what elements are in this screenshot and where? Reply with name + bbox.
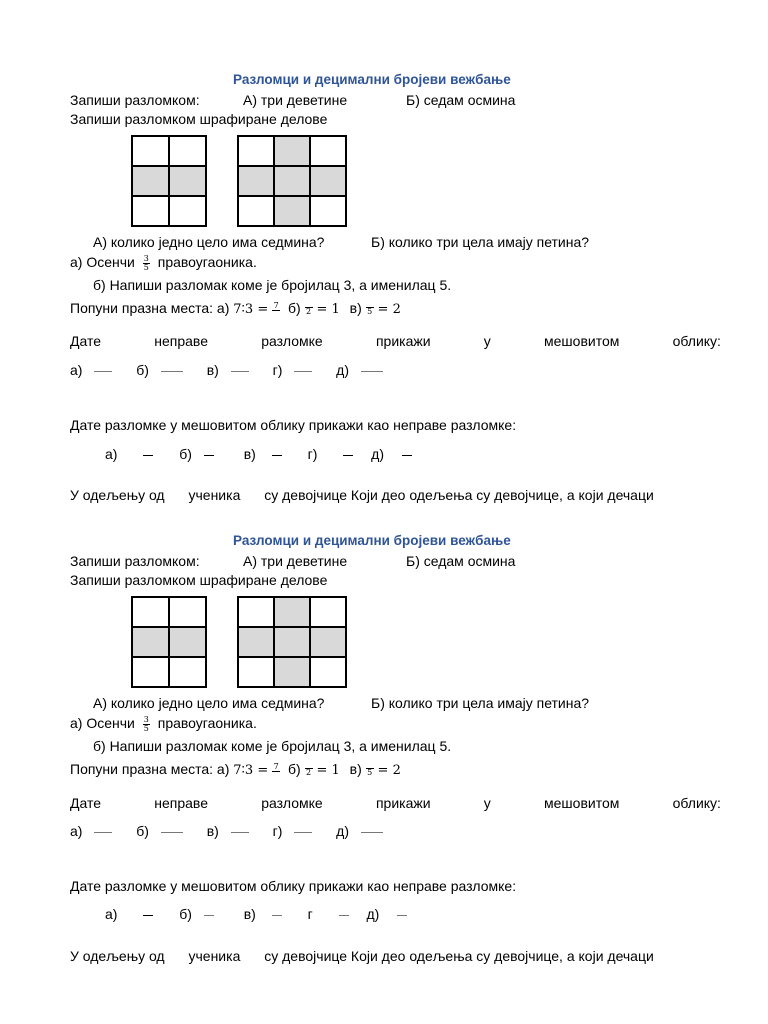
- grid-cell-shaded: [274, 196, 310, 226]
- blank-fraction-c: [366, 763, 374, 777]
- grid-2x3-figure: [131, 596, 207, 688]
- grid-cell-shaded: [310, 627, 346, 657]
- fraction-numerator: 7: [273, 301, 279, 311]
- item-b-seven-eighths: Б) седам осмина: [406, 553, 516, 569]
- grid-3x3-figure: [237, 596, 347, 688]
- answer-row-improper: [70, 362, 383, 378]
- fraction-three-fifths: [143, 716, 150, 733]
- fraction-denominator: 5: [367, 307, 373, 317]
- equation-c-label: в): [349, 300, 362, 316]
- fraction-bar: [204, 915, 214, 916]
- word: мешовитом: [544, 333, 620, 349]
- grid-cell: [169, 657, 206, 687]
- equation-c-rhs: = 2: [377, 763, 401, 778]
- fraction-bar: [339, 915, 349, 916]
- fraction-denominator: 5: [143, 723, 149, 733]
- shade-label: а) Осенчи: [70, 254, 135, 270]
- shade-rest: правоугаоника.: [157, 715, 257, 731]
- answer-label: в): [206, 823, 219, 839]
- grid-cell: [238, 196, 274, 226]
- improper-fractions-instruction: [70, 795, 721, 811]
- answer-label: г): [307, 446, 318, 462]
- grid-cell: [310, 196, 346, 226]
- fraction-denominator: 5: [367, 768, 373, 778]
- grid-cell-shaded: [274, 136, 310, 166]
- grid-cell-shaded: [310, 166, 346, 196]
- grid-cell: [310, 657, 346, 687]
- fraction-three-fifths: [143, 255, 150, 272]
- fraction-numerator: 7: [273, 762, 279, 772]
- equation-a: 7∶3 =: [233, 302, 269, 317]
- question-fifths: Б) колико три цела имају петина?: [371, 234, 590, 250]
- grid-cell: [169, 597, 206, 627]
- fraction-bar: [161, 371, 183, 372]
- answer-label: в): [206, 362, 219, 378]
- write-fraction-label: Запиши разломком:: [70, 553, 200, 569]
- word: мешовитом: [544, 795, 620, 811]
- answer-row-mixed: [105, 446, 412, 462]
- shaded-parts-instruction: Запиши разломком шрафиране делове: [70, 572, 328, 588]
- word: у: [483, 795, 491, 811]
- fraction-bar: [294, 371, 312, 372]
- worksheet-title: Разломци и децимални бројеви вежбање: [233, 72, 511, 87]
- fraction-denominator: 2: [306, 768, 312, 778]
- blank-fraction-b: [305, 763, 313, 777]
- write-fraction-instruction: б) Напиши разломак коме је бројилац 3, а именилац 5.: [93, 738, 452, 754]
- grid-cell-shaded: [274, 597, 310, 627]
- blank-fraction-b: [305, 302, 313, 316]
- fraction-bar: [143, 915, 153, 916]
- fraction-bar: [361, 832, 383, 833]
- worksheet-title: Разломци и децимални бројеви вежбање: [233, 533, 511, 548]
- answer-label: д): [336, 362, 349, 378]
- word: Дате: [70, 333, 102, 349]
- shade-label: а) Осенчи: [70, 715, 135, 731]
- question-fifths: Б) колико три цела имају петина?: [371, 695, 590, 711]
- shade-instruction: [70, 254, 257, 272]
- answer-label: б): [179, 446, 192, 462]
- grid-cell: [238, 597, 274, 627]
- item-a-three-ninths: А) три деветине: [243, 553, 348, 569]
- answer-label: д): [336, 823, 349, 839]
- grid-cell: [132, 597, 169, 627]
- grid-cell: [238, 657, 274, 687]
- grid-cell-shaded: [274, 166, 310, 196]
- grid-cell: [132, 196, 169, 226]
- answer-label: б): [136, 362, 149, 378]
- fraction-blank: [272, 311, 280, 316]
- class-word-problem: [70, 948, 654, 964]
- answer-row-improper: [70, 823, 383, 839]
- fraction-bar: [94, 371, 112, 372]
- word: облику:: [672, 333, 721, 349]
- blank-fraction-a: [272, 302, 280, 316]
- answer-label: г): [272, 362, 283, 378]
- word: разломке: [261, 333, 323, 349]
- answer-label: в): [243, 446, 256, 462]
- problem-part: ученика: [188, 948, 241, 964]
- blank-fraction-a: [272, 763, 280, 777]
- shade-rest: правоугаоника.: [157, 254, 257, 270]
- mixed-to-improper-instruction: Дате разломке у мешовитом облику прикажи као неправе разломке:: [70, 878, 517, 894]
- grid-cell: [169, 136, 206, 166]
- word: прикажи: [375, 333, 431, 349]
- answer-label: г: [307, 906, 313, 922]
- fill-blanks-line: [70, 761, 401, 779]
- equation-b-label: б): [288, 300, 301, 316]
- class-word-problem: [70, 487, 654, 503]
- write-fraction-instruction: б) Напиши разломак коме је бројилац 3, а именилац 5.: [93, 277, 452, 293]
- fraction-denominator: 2: [306, 307, 312, 317]
- fraction-bar: [397, 915, 407, 916]
- word: облику:: [672, 795, 721, 811]
- answer-row-mixed: [105, 906, 407, 922]
- word: прикажи: [375, 795, 431, 811]
- answer-label: а): [70, 362, 83, 378]
- fraction-bar: [204, 455, 214, 456]
- problem-part: су девојчице Који део одељења су девојчице, а који дечаци: [264, 948, 654, 964]
- fraction-bar: [161, 832, 183, 833]
- grid-cell-shaded: [132, 627, 169, 657]
- shade-instruction: [70, 715, 257, 733]
- grid-cell-shaded: [274, 657, 310, 687]
- grid-cell-shaded: [238, 166, 274, 196]
- write-fraction-label: Запиши разломком:: [70, 92, 200, 108]
- fraction-denominator: 5: [143, 262, 149, 272]
- grid-cell-shaded: [132, 166, 169, 196]
- word: Дате: [70, 795, 102, 811]
- equation-b-rhs: = 1: [316, 763, 340, 778]
- word: разломке: [261, 795, 323, 811]
- fraction-blank: [272, 772, 280, 777]
- fraction-bar: [272, 915, 282, 916]
- grid-3x3-figure: [237, 135, 347, 227]
- problem-part: У одељењу од: [70, 948, 165, 964]
- fill-blanks-label: Попуни празна места: а): [70, 761, 230, 777]
- problem-part: У одељењу од: [70, 487, 165, 503]
- answer-label: в): [243, 906, 256, 922]
- grid-cell-shaded: [274, 627, 310, 657]
- grid-cell: [238, 136, 274, 166]
- answer-label: б): [136, 823, 149, 839]
- answer-label: д): [366, 906, 380, 922]
- equation-c-label: в): [349, 761, 362, 777]
- item-b-seven-eighths: Б) седам осмина: [406, 92, 516, 108]
- blank-fraction-c: [366, 302, 374, 316]
- grid-cell-shaded: [169, 166, 206, 196]
- grid-cell: [310, 136, 346, 166]
- fraction-bar: [231, 832, 249, 833]
- fraction-numerator: 3: [143, 253, 149, 263]
- answer-label: а): [105, 446, 118, 462]
- word: неправе: [154, 333, 208, 349]
- equation-b-label: б): [288, 761, 301, 777]
- shaded-parts-instruction: Запиши разломком шрафиране делове: [70, 111, 328, 127]
- fraction-bar: [294, 832, 312, 833]
- fraction-bar: [402, 455, 412, 456]
- item-a-three-ninths: А) три деветине: [243, 92, 348, 108]
- fraction-bar: [231, 371, 249, 372]
- problem-part: ученика: [188, 487, 241, 503]
- improper-fractions-instruction: [70, 333, 721, 349]
- fraction-bar: [343, 455, 353, 456]
- fraction-bar: [272, 455, 282, 456]
- mixed-to-improper-instruction: Дате разломке у мешовитом облику прикажи као неправе разломке:: [70, 417, 517, 433]
- fraction-bar: [94, 832, 112, 833]
- grid-cell-shaded: [238, 627, 274, 657]
- grid-cell: [310, 597, 346, 627]
- fraction-bar: [143, 455, 153, 456]
- answer-label: а): [105, 906, 118, 922]
- problem-part: су девојчице Који део одељења су девојчице, а који дечаци: [264, 487, 654, 503]
- question-sevenths: А) колико једно цело има седмина?: [93, 695, 325, 711]
- fraction-numerator: 3: [143, 714, 149, 724]
- word: неправе: [154, 795, 208, 811]
- answer-label: д): [371, 446, 384, 462]
- answer-label: а): [70, 823, 83, 839]
- grid-cell: [132, 136, 169, 166]
- answer-label: б): [179, 906, 192, 922]
- grid-cell: [169, 196, 206, 226]
- grid-cell: [132, 657, 169, 687]
- word: у: [483, 333, 491, 349]
- fill-blanks-line: [70, 300, 401, 318]
- fraction-bar: [361, 371, 383, 372]
- equation-c-rhs: = 2: [377, 302, 401, 317]
- grid-2x3-figure: [131, 135, 207, 227]
- grid-cell-shaded: [169, 627, 206, 657]
- equation-a: 7∶3 =: [233, 763, 269, 778]
- equation-b-rhs: = 1: [316, 302, 340, 317]
- question-sevenths: А) колико једно цело има седмина?: [93, 234, 325, 250]
- answer-label: г): [272, 823, 283, 839]
- fill-blanks-label: Попуни празна места: а): [70, 300, 230, 316]
